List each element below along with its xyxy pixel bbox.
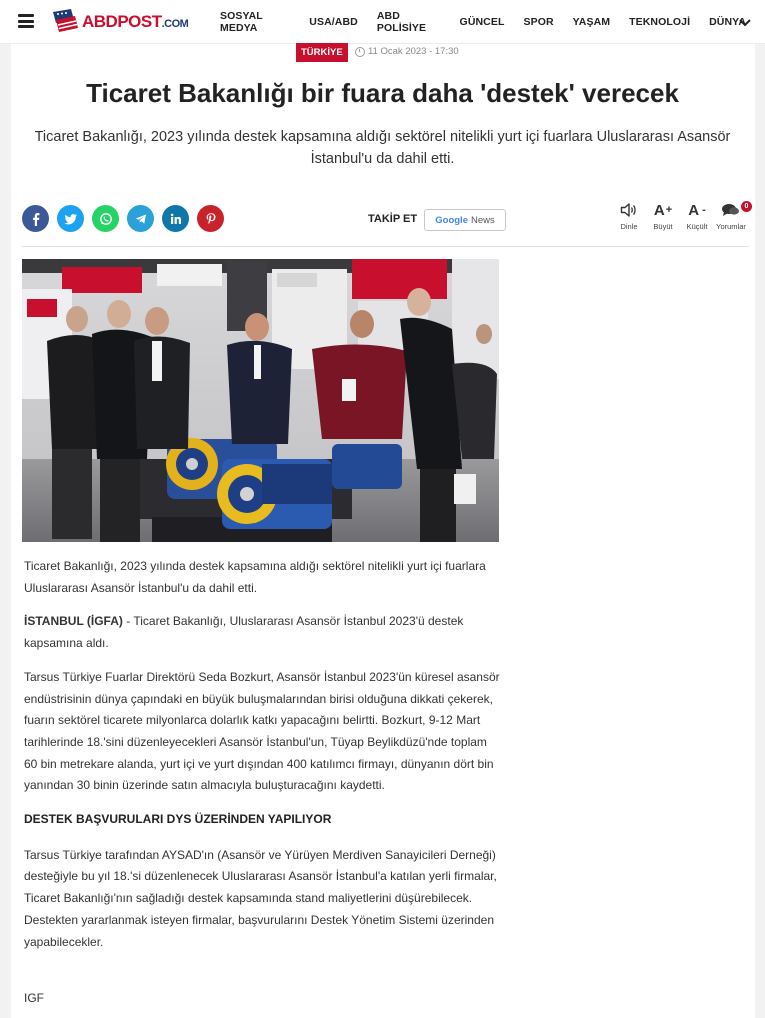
- google-news-label: News: [470, 214, 495, 226]
- linkedin-share-button[interactable]: [162, 205, 189, 232]
- left-gutter: [0, 44, 11, 1018]
- paragraph-3: Tarsus Türkiye Fuarlar Direktörü Seda Bozkurt, Asansör İstanbul 2023'ün küresel asansör endüstrisinin dünya çapındaki en büyük buluşmalarından birisi olduğuna dikkati çekerek, fuarın sektörel ticarete milyonlarca dolarlık katkı yapacağını belirtti. Bozkurt, 9-12 Mart tarihlerinde 18.'sini düzenleyecekleri Asansör İstanbul'un, Tüyap Beylikdüzü'nde toplam 60 bin metrekare alanda, yurt içi ve yurt dışından 400 katılımcı firmayı, dünyanın dört bin yanından 30 binin üzerinde satın almacıyla buluşturacağını kaydetti.: [24, 669, 500, 793]
- main-nav: [220, 0, 765, 44]
- font-decrease-button[interactable]: [680, 200, 714, 231]
- pinterest-share-button[interactable]: [197, 205, 224, 232]
- article-title: Ticaret Bakanlığı bir fuara daha 'destek' verecek: [86, 78, 679, 108]
- divider: [22, 246, 749, 247]
- nav-item-teknoloji[interactable]: TEKNOLOJİ: [629, 16, 691, 28]
- dateline: İSTANBUL (İGFA): [24, 614, 123, 629]
- font-increase-button[interactable]: [646, 200, 680, 231]
- telegram-icon: [134, 212, 148, 226]
- font-decrease-icon: A -: [688, 201, 706, 219]
- logo-flag-icon: [49, 6, 81, 38]
- site-logo[interactable]: [49, 5, 189, 39]
- google-news-logo-text: Google: [435, 214, 468, 226]
- speaker-icon: [612, 200, 646, 220]
- nav-item-dunya[interactable]: DÜNYA: [709, 16, 746, 28]
- nav-item-usa-abd[interactable]: USA/ABD: [309, 16, 358, 28]
- category-badge[interactable]: TÜRKİYE: [296, 43, 348, 62]
- twitter-share-button[interactable]: [57, 205, 84, 232]
- chevron-down-icon[interactable]: [738, 16, 752, 28]
- paragraph-4: Tarsus Türkiye tarafından AYSAD'ın (Asansör ve Yürüyen Merdiven Sanayicileri Derneği) desteğiyle bu yıl 18.'si düzenlenecek Uluslararası Asansör İstanbul'a katılan yerli firmalar, Ticaret Bakanlığı'nın sağladığı destek kapsamında stand maliyetlerini düşürebilecek. Destekten yararlanmak isteyen firmalar, başvurularını Destek Yönetim Sistemi üzerinden yapabilecekler.: [24, 847, 497, 949]
- pinterest-icon: [204, 212, 218, 226]
- publish-date: [355, 46, 459, 57]
- paragraph-2-text: - Ticaret Bakanlığı, Uluslararası Asansör İstanbul 2023'ü destek kapsamına aldı.: [24, 614, 464, 651]
- publish-date-text: 11 Ocak 2023 - 17:30: [368, 46, 459, 57]
- linkedin-icon: [169, 212, 183, 226]
- section-heading: DESTEK BAŞVURULARI DYS ÜZERİNDEN YAPILIYOR: [24, 812, 332, 827]
- article-summary: Ticaret Bakanlığı, 2023 yılında destek kapsamına aldığı sektörel nitelikli yurt içi fuarlara Uluslararası Asansör İstanbul'u da dahil etti.: [34, 129, 731, 167]
- font-decrease-label: Küçült: [686, 222, 708, 231]
- paragraph-2: [24, 611, 502, 654]
- listen-label: Dinle: [620, 222, 638, 231]
- nav-item-abd-polisiye[interactable]: ABD POLİSİYE: [376, 10, 427, 34]
- whatsapp-icon: [99, 212, 113, 226]
- article-photo: [22, 259, 499, 542]
- font-increase-icon: A +: [653, 201, 673, 219]
- telegram-share-button[interactable]: [127, 205, 154, 232]
- menu-icon[interactable]: [18, 14, 34, 28]
- nav-item-yasam[interactable]: YAŞAM: [572, 16, 611, 28]
- right-gutter: [755, 44, 765, 1018]
- google-news-button[interactable]: [424, 209, 506, 231]
- font-increase-label: Büyüt: [653, 222, 673, 231]
- article-tools: [612, 200, 748, 231]
- facebook-share-button[interactable]: [22, 205, 49, 232]
- top-navigation-bar: [0, 0, 765, 44]
- listen-button[interactable]: [612, 200, 646, 231]
- comments-button[interactable]: [714, 200, 748, 231]
- nav-item-sosyal-medya[interactable]: SOSYAL MEDYA: [220, 10, 263, 34]
- logo-text: ABDPOST.COM: [82, 12, 189, 31]
- clock-icon: [355, 47, 365, 57]
- comment-count-badge: 0: [741, 201, 752, 212]
- article-body: [24, 556, 502, 1018]
- comments-label: Yorumlar: [716, 222, 746, 231]
- follow-label: TAKİP ET: [368, 213, 418, 225]
- share-buttons: [22, 205, 232, 232]
- whatsapp-share-button[interactable]: [92, 205, 119, 232]
- nav-item-spor[interactable]: SPOR: [523, 16, 554, 28]
- nav-item-guncel[interactable]: GÜNCEL: [459, 16, 505, 28]
- facebook-icon: [29, 212, 43, 226]
- source-credit: IGF: [24, 991, 44, 1006]
- twitter-icon: [64, 212, 78, 226]
- paragraph-1: Ticaret Bakanlığı, 2023 yılında destek kapsamına aldığı sektörel nitelikli yurt içi fuarlara Uluslararası Asansör İstanbul'u da dahil etti.: [24, 559, 486, 595]
